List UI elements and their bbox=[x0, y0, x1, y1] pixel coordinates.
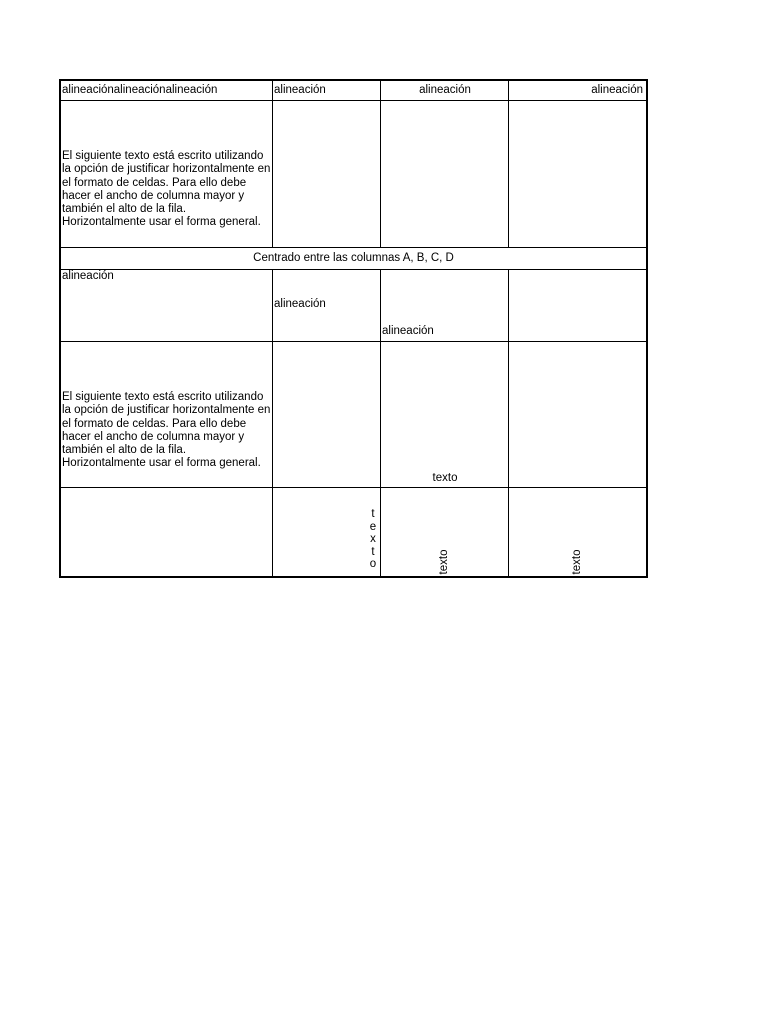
cell-b4[interactable]: alineación bbox=[274, 298, 326, 310]
row-divider-4 bbox=[61, 341, 646, 342]
cell-c5[interactable]: texto bbox=[432, 472, 458, 484]
column-divider-ab bbox=[272, 81, 273, 248]
cell-a2[interactable]: El siguiente texto está escrito utilizando la opción de justificar horizontalmente en el formato de celdas. Para ello debe hacer el ancho de columna mayor y también el alto de la fila. Horizontalmente usar el forma general. bbox=[62, 150, 271, 229]
stacked-letter: x bbox=[370, 533, 376, 546]
stacked-letter: o bbox=[369, 558, 377, 571]
cell-merged-row3[interactable]: Centrado entre las columnas A, B, C, D bbox=[253, 252, 454, 264]
cell-a4[interactable]: alineación bbox=[62, 270, 114, 282]
row-divider-1 bbox=[61, 100, 646, 101]
row-divider-2 bbox=[61, 247, 646, 248]
row-divider-5 bbox=[61, 487, 646, 488]
cell-d6-rotated[interactable]: texto bbox=[571, 549, 583, 575]
stacked-letter: e bbox=[369, 520, 377, 533]
cell-c1[interactable]: alineación bbox=[419, 84, 471, 96]
stacked-letter: t bbox=[371, 545, 375, 558]
cell-b6-stacked-text[interactable] bbox=[367, 508, 379, 571]
stacked-letter: t bbox=[371, 508, 375, 520]
spreadsheet-table bbox=[59, 79, 648, 578]
column-divider-cd-lower bbox=[508, 269, 509, 576]
cell-c4[interactable]: alineación bbox=[382, 325, 434, 337]
cell-c6-rotated[interactable]: texto bbox=[438, 549, 450, 575]
cell-a5[interactable]: El siguiente texto está escrito utilizando la opción de justificar horizontalmente en el formato de celdas. Para ello debe hacer el ancho de columna mayor y también el alto de la fila. Horizontalmente usar el forma general. bbox=[62, 391, 271, 470]
cell-d1[interactable]: alineación bbox=[591, 84, 643, 96]
column-divider-bc-lower bbox=[380, 269, 381, 576]
cell-a1[interactable]: alineaciónalineaciónalineación bbox=[62, 84, 218, 96]
column-divider-cd bbox=[508, 81, 509, 248]
cell-b1[interactable]: alineación bbox=[274, 84, 326, 96]
column-divider-bc bbox=[380, 81, 381, 248]
column-divider-ab-lower bbox=[272, 269, 273, 576]
